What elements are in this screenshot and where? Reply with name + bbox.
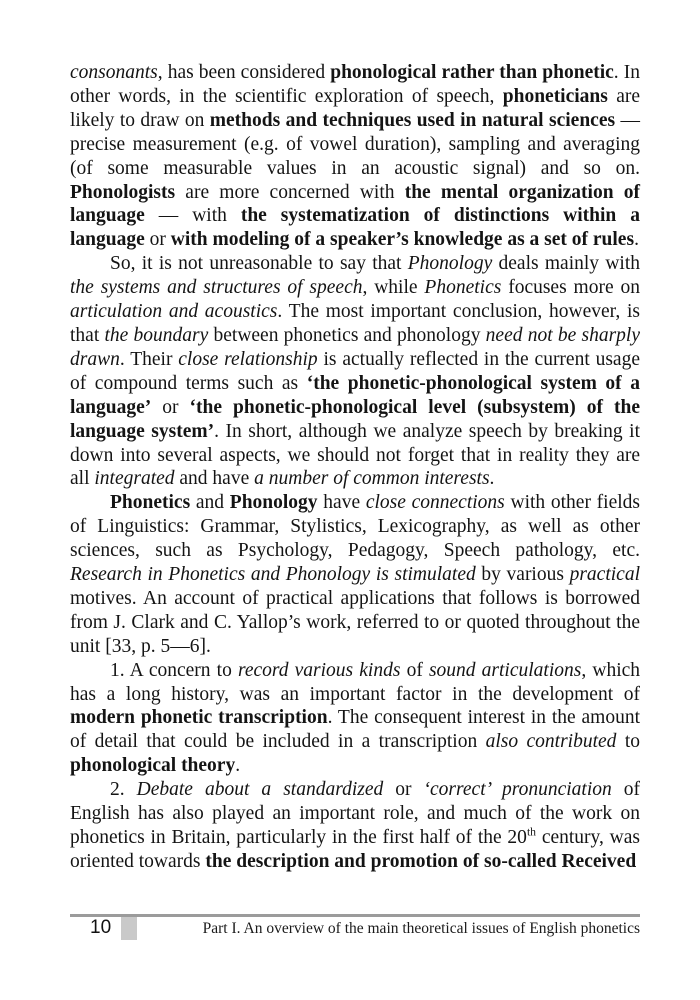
paragraph: [70, 252, 640, 491]
page-body: [70, 61, 640, 874]
text-run: of: [400, 659, 429, 681]
text-run: Phonetics: [110, 492, 191, 514]
text-run: Debate about a standardized: [136, 779, 384, 801]
text-run: .: [235, 755, 241, 777]
text-run: . The consequent interest in the amount of detail that could be included in a transcription: [70, 707, 640, 753]
text-run: focuses more on: [501, 277, 640, 299]
text-run: with other fields of Linguistics: Grammar, Stylistics, Lexicography, as well as other sciences, such as Psychology, Pedagogy, Speech pathology, etc.: [70, 492, 640, 562]
text-run: motives. An account of practical applications that follows is borrowed from J. Clark and C. Yallop’s work, referred to or quoted throughout the unit [33, p. 5—6].: [70, 587, 640, 657]
text-run: the systems and structures of speech: [70, 277, 363, 299]
text-run: the systematization of distinctions within a language: [70, 205, 640, 251]
text-run: are more concerned with: [175, 181, 405, 203]
text-run: need not be sharply drawn: [70, 324, 640, 370]
text-run: record various kinds: [237, 659, 401, 681]
paragraph: [70, 491, 640, 658]
text-run: phonological theory: [70, 755, 236, 777]
text-run: methods and techniques used in natural sciences: [209, 109, 616, 131]
text-run: articulation and acoustics: [70, 301, 278, 323]
text-run: . The most important conclusion, however, is that: [70, 301, 640, 346]
text-run: , which has a long history, was an important factor in the development of: [70, 659, 641, 705]
text-run: .: [634, 229, 639, 251]
paragraph: [70, 61, 640, 252]
text-run: .: [489, 468, 495, 490]
text-run: th: [526, 825, 537, 839]
text-run: is actually reflected in the current usage of compound terms such as: [70, 348, 640, 394]
text-run: Phonologists: [70, 181, 176, 203]
text-run: between phonetics and phonology: [208, 324, 486, 346]
text-run: also contributed: [485, 731, 617, 753]
text-run: to: [616, 731, 640, 753]
text-run: are likely to draw on: [70, 85, 640, 131]
text-run: 1. A concern to: [110, 659, 238, 681]
running-title: Part I. An overview of the main theoretical issues of English phonetics: [202, 920, 640, 937]
text-run: . In short, although we analyze speech by breaking it down into several aspects, we should not forget that in reality they are all: [70, 420, 640, 490]
paragraph: [70, 778, 640, 874]
text-run: , has been considered: [157, 62, 331, 83]
text-run: close relationship: [178, 348, 318, 370]
text-run: the mental organization of language: [70, 181, 640, 227]
text-run: , while: [362, 277, 425, 299]
text-run: ‘correct’ pronunciation: [423, 779, 612, 801]
text-run: of English has also played an important role, and much of the work on phonetics in Britain, particularly in the first half of the 20: [70, 779, 641, 848]
text-run: phonological rather than phonetic: [330, 62, 614, 83]
page-footer: [70, 917, 640, 940]
text-run: deals mainly with: [492, 253, 640, 275]
text-run: phoneticians: [502, 85, 608, 107]
text-run: a number of common interests: [254, 468, 490, 490]
text-run: Research in Phonetics and Phonology is stimulated: [70, 564, 476, 586]
footer-marker: [121, 917, 137, 940]
text-run: . Their: [119, 348, 179, 370]
text-run: or: [144, 229, 171, 251]
text-run: Phonetics: [424, 277, 502, 299]
text-run: — with: [144, 205, 241, 227]
text-run: So, it is not unreasonable to say that: [110, 253, 408, 275]
text-run: practical: [569, 564, 640, 586]
paragraph: [70, 659, 640, 779]
text-run: the boundary: [104, 324, 209, 346]
text-run: sound articulations: [428, 659, 582, 681]
text-run: with modeling of a speaker’s knowledge as a set of rules: [170, 229, 635, 251]
text-run: — precise measurement (e.g. of vowel duration), sampling and averaging (of some measurable values in an acoustic signal) and so on.: [70, 109, 641, 179]
text-run: or: [383, 779, 424, 801]
text-run: the description and promotion of so-called Received: [205, 850, 637, 872]
text-run: integrated: [94, 468, 175, 490]
text-run: modern phonetic transcription: [70, 707, 328, 729]
text-run: close connections: [365, 492, 505, 514]
text-run: ‘the phonetic-phonological system of a language’: [70, 372, 640, 418]
text-run: by various: [475, 564, 570, 586]
text-run: ‘the phonetic-phonological level (subsystem) of the language system’: [70, 396, 641, 442]
text-run: . In other words, in the scientific exploration of speech,: [70, 62, 640, 107]
text-run: Phonology: [407, 253, 493, 275]
text-run: and have: [174, 468, 255, 490]
text-run: or: [151, 396, 190, 418]
text-run: have: [317, 492, 366, 514]
text-run: Phonology: [229, 492, 318, 514]
text-run: consonants: [70, 62, 158, 83]
page-number: 10: [90, 917, 112, 938]
text-run: and: [190, 492, 230, 514]
text-run: century, was oriented towards: [70, 827, 641, 872]
text-run: 2.: [110, 779, 137, 801]
